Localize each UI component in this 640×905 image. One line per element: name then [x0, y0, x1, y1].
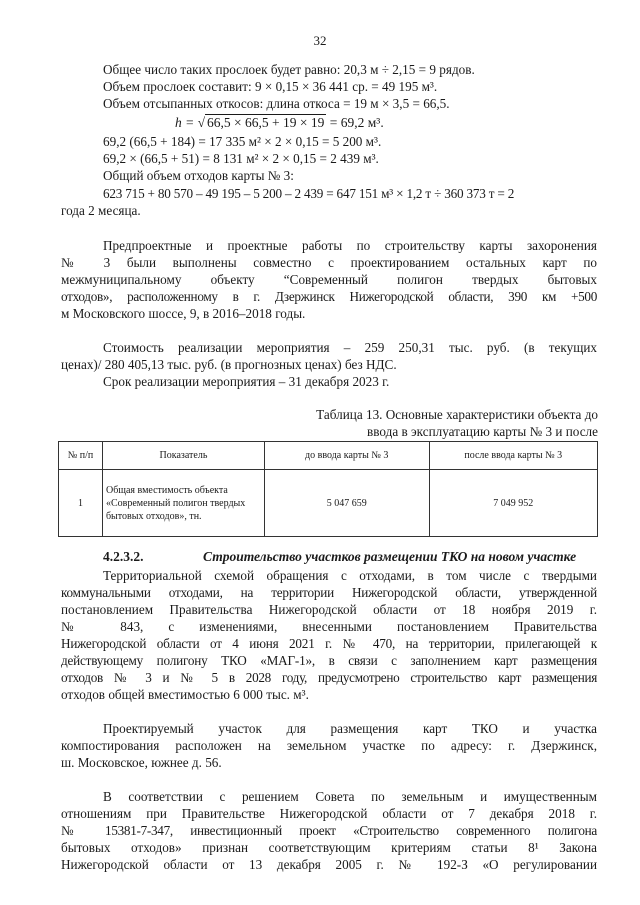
paragraph-line: коммунальными отходами, на территории Нижегородской области, утвержденной	[61, 585, 597, 600]
caption-line: ввода в эксплуатацию карты № 3 и после	[367, 424, 598, 439]
paragraph-line: бытовых отходов» признан соответствующим критериям статьи 8¹ Закона	[61, 840, 597, 855]
paragraph-line: ш. Московское, южнее д. 56.	[61, 755, 222, 770]
paragraph-line: Срок реализации мероприятия – 31 декабря 2023 г.	[103, 374, 390, 389]
section-title: Строительство участков размещении ТКО на новом участке	[203, 549, 577, 564]
formula-rhs: = 69,2 м³.	[326, 115, 384, 130]
calc-line: Объем прослоек составит: 9 × 0,15 × 36 441 ср. = 49 195 м³.	[103, 79, 438, 94]
paragraph-line: отходов общей вместимостью 6 000 тыс. м³.	[61, 687, 309, 702]
paragraph-line: ценах)/ 280 405,13 тыс. руб. (в прогнозных ценах) без НДС.	[61, 357, 397, 372]
calc-line: 69,2 (66,5 + 184) = 17 335 м² × 2 × 0,15 = 5 200 м³.	[103, 134, 382, 149]
paragraph-line: Стоимость реализации мероприятия – 259 250,31 тыс. руб. (в текущих	[103, 340, 597, 355]
table-cell: Общая вместимость объекта «Современный полигон твердых бытовых отходов», тн.	[102, 470, 264, 537]
paragraph-line: № 843, с изменениями, внесенными постановлением Правительства	[61, 619, 597, 634]
paragraph-line: компостирования расположен на земельном участке по адресу: г. Дзержинск,	[61, 738, 597, 753]
paragraph-line: Проектируемый участок для размещения карт ТКО и участка	[103, 721, 597, 736]
section-number: 4.2.3.2.	[103, 549, 144, 564]
paragraph-line: В соответствии с решением Совета по земельным и имущественным	[103, 789, 597, 804]
paragraph-line: Предпроектные и проектные работы по строительству карты захоронения	[103, 238, 597, 253]
paragraph-line: Территориальной схемой обращения с отходами, в том числе с твердыми	[103, 568, 597, 583]
table-row	[59, 470, 598, 537]
paragraph-line: отходов № 3 и № 5 в 2028 году, предусмотрено строительство карт размещения	[61, 670, 597, 685]
table-header: № п/п	[59, 442, 103, 470]
table-header: после ввода карты № 3	[429, 442, 597, 470]
table-cell: 7 049 952	[429, 470, 597, 537]
calc-line: 69,2 × (66,5 + 51) = 8 131 м² × 2 × 0,15 = 2 439 м³.	[103, 151, 379, 166]
formula-radicand: 66,5 × 66,5 + 19 × 19	[207, 115, 325, 130]
paragraph-line: Нижегородской области от 13 декабря 2005 г. № 192-З «О регулировании	[61, 857, 597, 872]
page-number: 32	[313, 33, 327, 48]
paragraph-line: Нижегородской области от 4 июня 2021 г. № 470, на территории, прилегающей к	[61, 636, 597, 651]
calc-line: Общее число таких прослоек будет равно: 20,3 м ÷ 2,15 = 9 рядов.	[103, 62, 475, 77]
table-caption	[316, 406, 598, 440]
total-line: года 2 месяца.	[61, 203, 141, 218]
table-header: до ввода карты № 3	[264, 442, 429, 470]
paragraph-line: № 15381-7-347, инвестиционный проект «Строительство современного полигона	[61, 823, 597, 838]
table-header-row	[59, 442, 598, 470]
paragraph-line: межмуниципальному объекту “Современный полигон твердых бытовых	[61, 272, 597, 287]
caption-line: Таблица 13. Основные характеристики объекта до	[316, 407, 598, 422]
table-cell: 1	[59, 470, 103, 537]
paragraph-line: отношениям при Правительстве Нижегородской области от 7 декабря 2018 г.	[61, 806, 597, 821]
table-header: Показатель	[102, 442, 264, 470]
formula-lhs: h =	[175, 115, 198, 130]
paragraph-line: № 3 были выполнены совместно с проектированием остальных карт по	[61, 255, 597, 270]
characteristics-table	[58, 441, 598, 537]
paragraph-line: м Московского шоссе, 9, в 2016–2018 годы.	[61, 306, 306, 321]
calc-line: Объем отсыпанных откосов: длина откоса = 19 м × 3,5 = 66,5.	[103, 96, 450, 111]
paragraph-line: действующему полигону ТКО «МАГ-1», в связи с заполнением карт размещения	[61, 653, 597, 668]
paragraph-line: постановлением Правительства Нижегородской области от 18 ноября 2019 г.	[61, 602, 597, 617]
paragraph-line: отходов», расположенному в г. Дзержинск Нижегородской области, 390 км +500	[61, 289, 597, 304]
formula: h = √ 66,5 × 66,5 + 19 × 19 = 69,2 м³.	[175, 115, 384, 130]
table-cell: 5 047 659	[264, 470, 429, 537]
calc-line: Общий объем отходов карты № 3:	[103, 168, 294, 183]
section-heading	[103, 549, 576, 565]
total-line: 623 715 + 80 570 – 49 195 – 5 200 – 2 439 = 647 151 м³ × 1,2 т ÷ 360 373 т = 2	[103, 186, 515, 201]
